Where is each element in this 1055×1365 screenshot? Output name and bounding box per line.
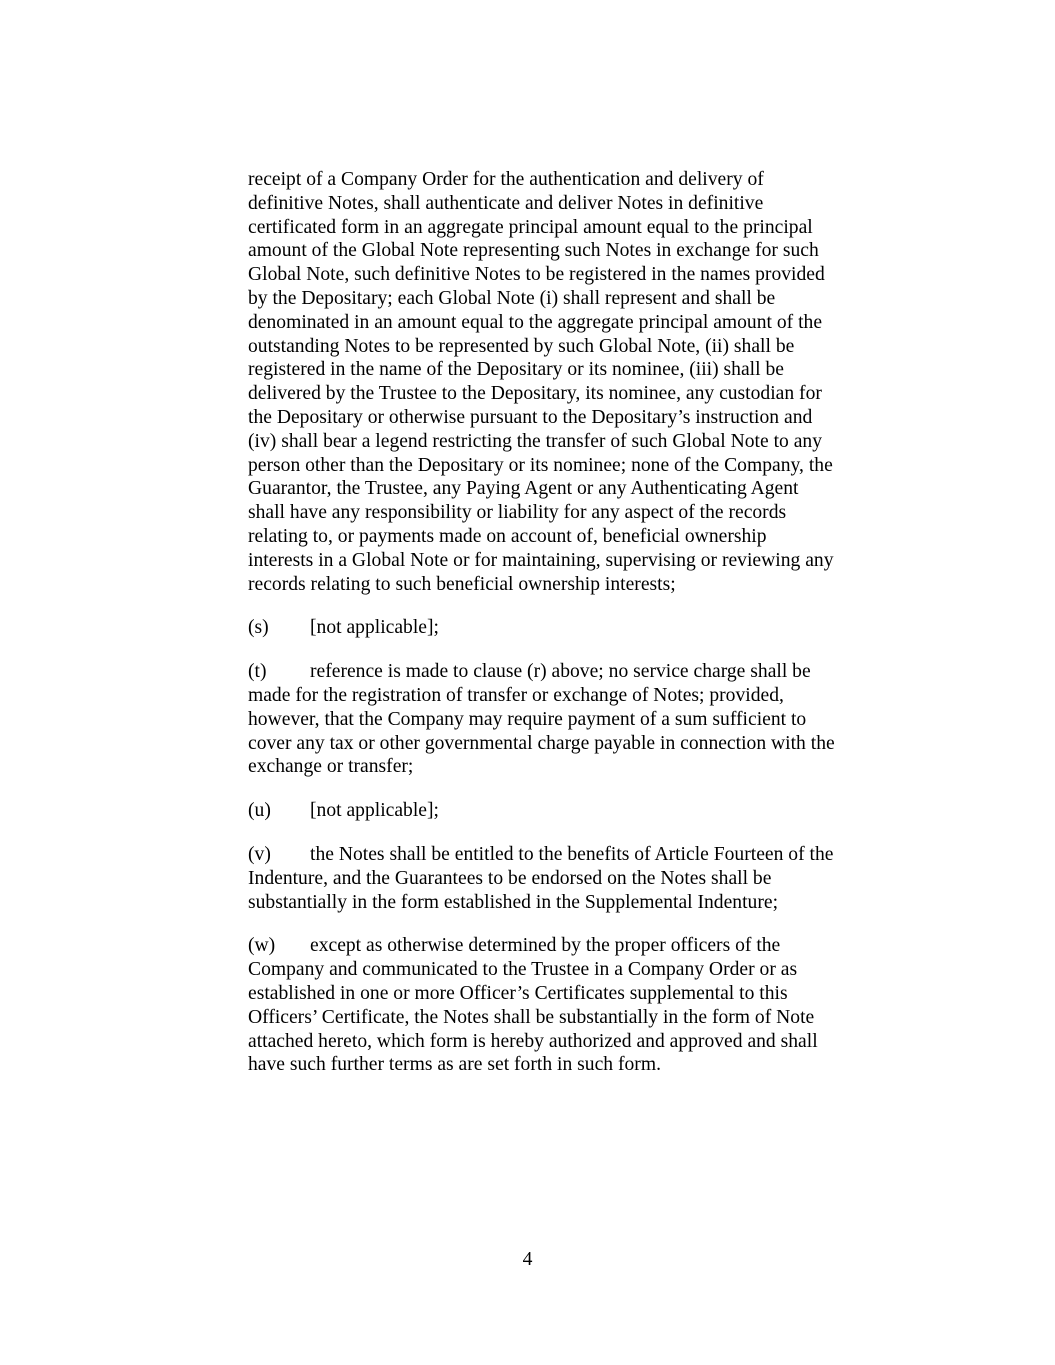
text-line: have such further terms as are set forth in such form.: [248, 1054, 661, 1076]
text-line: Indenture, and the Guarantees to be endorsed on the Notes shall be: [248, 867, 772, 889]
text-line: cover any tax or other governmental charge payable in connection with the: [248, 732, 835, 754]
clause-label: (w): [248, 935, 276, 957]
text-line: registered in the name of the Depositary or its nominee, (iii) shall be: [248, 359, 784, 381]
clause-label: (t): [248, 661, 267, 683]
text-line: attached hereto, which form is hereby authorized and approved and shall: [248, 1030, 818, 1052]
text-line: the Depositary or otherwise pursuant to the Depositary’s instruction and: [248, 406, 813, 428]
text-line: however, that the Company may require payment of a sum sufficient to: [248, 708, 807, 730]
text-line: interests in a Global Note or for maintaining, supervising or reviewing any: [248, 549, 834, 571]
clause-s: [248, 616, 870, 640]
text-line: [248, 934, 870, 958]
text-line: by the Depositary; each Global Note (i) shall represent and shall be: [248, 287, 776, 309]
text-line: made for the registration of transfer or exchange of Notes; provided,: [248, 684, 784, 706]
text-line: Global Note, such definitive Notes to be registered in the names provided: [248, 264, 825, 286]
text-line: shall have any responsibility or liability for any aspect of the records: [248, 502, 787, 524]
text-line: person other than the Depositary or its nominee; none of the Company, the: [248, 454, 833, 476]
text-line: records relating to such beneficial ownership interests;: [248, 573, 676, 595]
text-line: [248, 799, 870, 823]
text-line: definitive Notes, shall authenticate and deliver Notes in definitive: [248, 192, 764, 214]
clause-w: [248, 934, 870, 1077]
text-line: substantially in the form established in the Supplemental Indenture;: [248, 891, 779, 913]
continuation-paragraph: [248, 168, 870, 596]
text-line: amount of the Global Note representing such Notes in exchange for such: [248, 240, 819, 262]
clause-label: (v): [248, 843, 271, 865]
text-line: outstanding Notes to be represented by such Global Note, (ii) shall be: [248, 335, 795, 357]
text-line: (iv) shall bear a legend restricting the transfer of such Global Note to any: [248, 430, 823, 452]
text-line: certificated form in an aggregate principal amount equal to the principal: [248, 216, 813, 238]
clause-text: reference is made to clause (r) above; no service charge shall be: [310, 661, 811, 683]
clause-t: [248, 660, 870, 779]
clause-label: (u): [248, 800, 271, 822]
document-body: [248, 168, 870, 1077]
text-line: Officers’ Certificate, the Notes shall be substantially in the form of Note: [248, 1006, 815, 1028]
clause-label: (s): [248, 617, 269, 639]
text-line: denominated in an amount equal to the aggregate principal amount of the: [248, 311, 823, 333]
clause-u: [248, 799, 870, 823]
text-line: relating to, or payments made on account of, beneficial ownership: [248, 525, 767, 547]
text-line: [248, 616, 870, 640]
text-line: exchange or transfer;: [248, 756, 414, 778]
clause-text: except as otherwise determined by the proper officers of the: [310, 935, 781, 957]
page-number: 4: [522, 1249, 533, 1270]
text-line: [248, 843, 870, 867]
clause-text: the Notes shall be entitled to the benefits of Article Fourteen of the: [310, 843, 834, 865]
text-line: delivered by the Trustee to the Depositary, its nominee, any custodian for: [248, 383, 822, 405]
text-line: Guarantor, the Trustee, any Paying Agent or any Authenticating Agent: [248, 478, 799, 500]
clause-text: [not applicable];: [310, 617, 439, 639]
clause-text: [not applicable];: [310, 800, 439, 822]
text-line: established in one or more Officer’s Certificates supplemental to this: [248, 982, 788, 1004]
text-line: [248, 660, 870, 684]
text-line: Company and communicated to the Trustee in a Company Order or as: [248, 959, 798, 981]
clause-v: [248, 843, 870, 914]
text-line: receipt of a Company Order for the authentication and delivery of: [248, 169, 764, 190]
